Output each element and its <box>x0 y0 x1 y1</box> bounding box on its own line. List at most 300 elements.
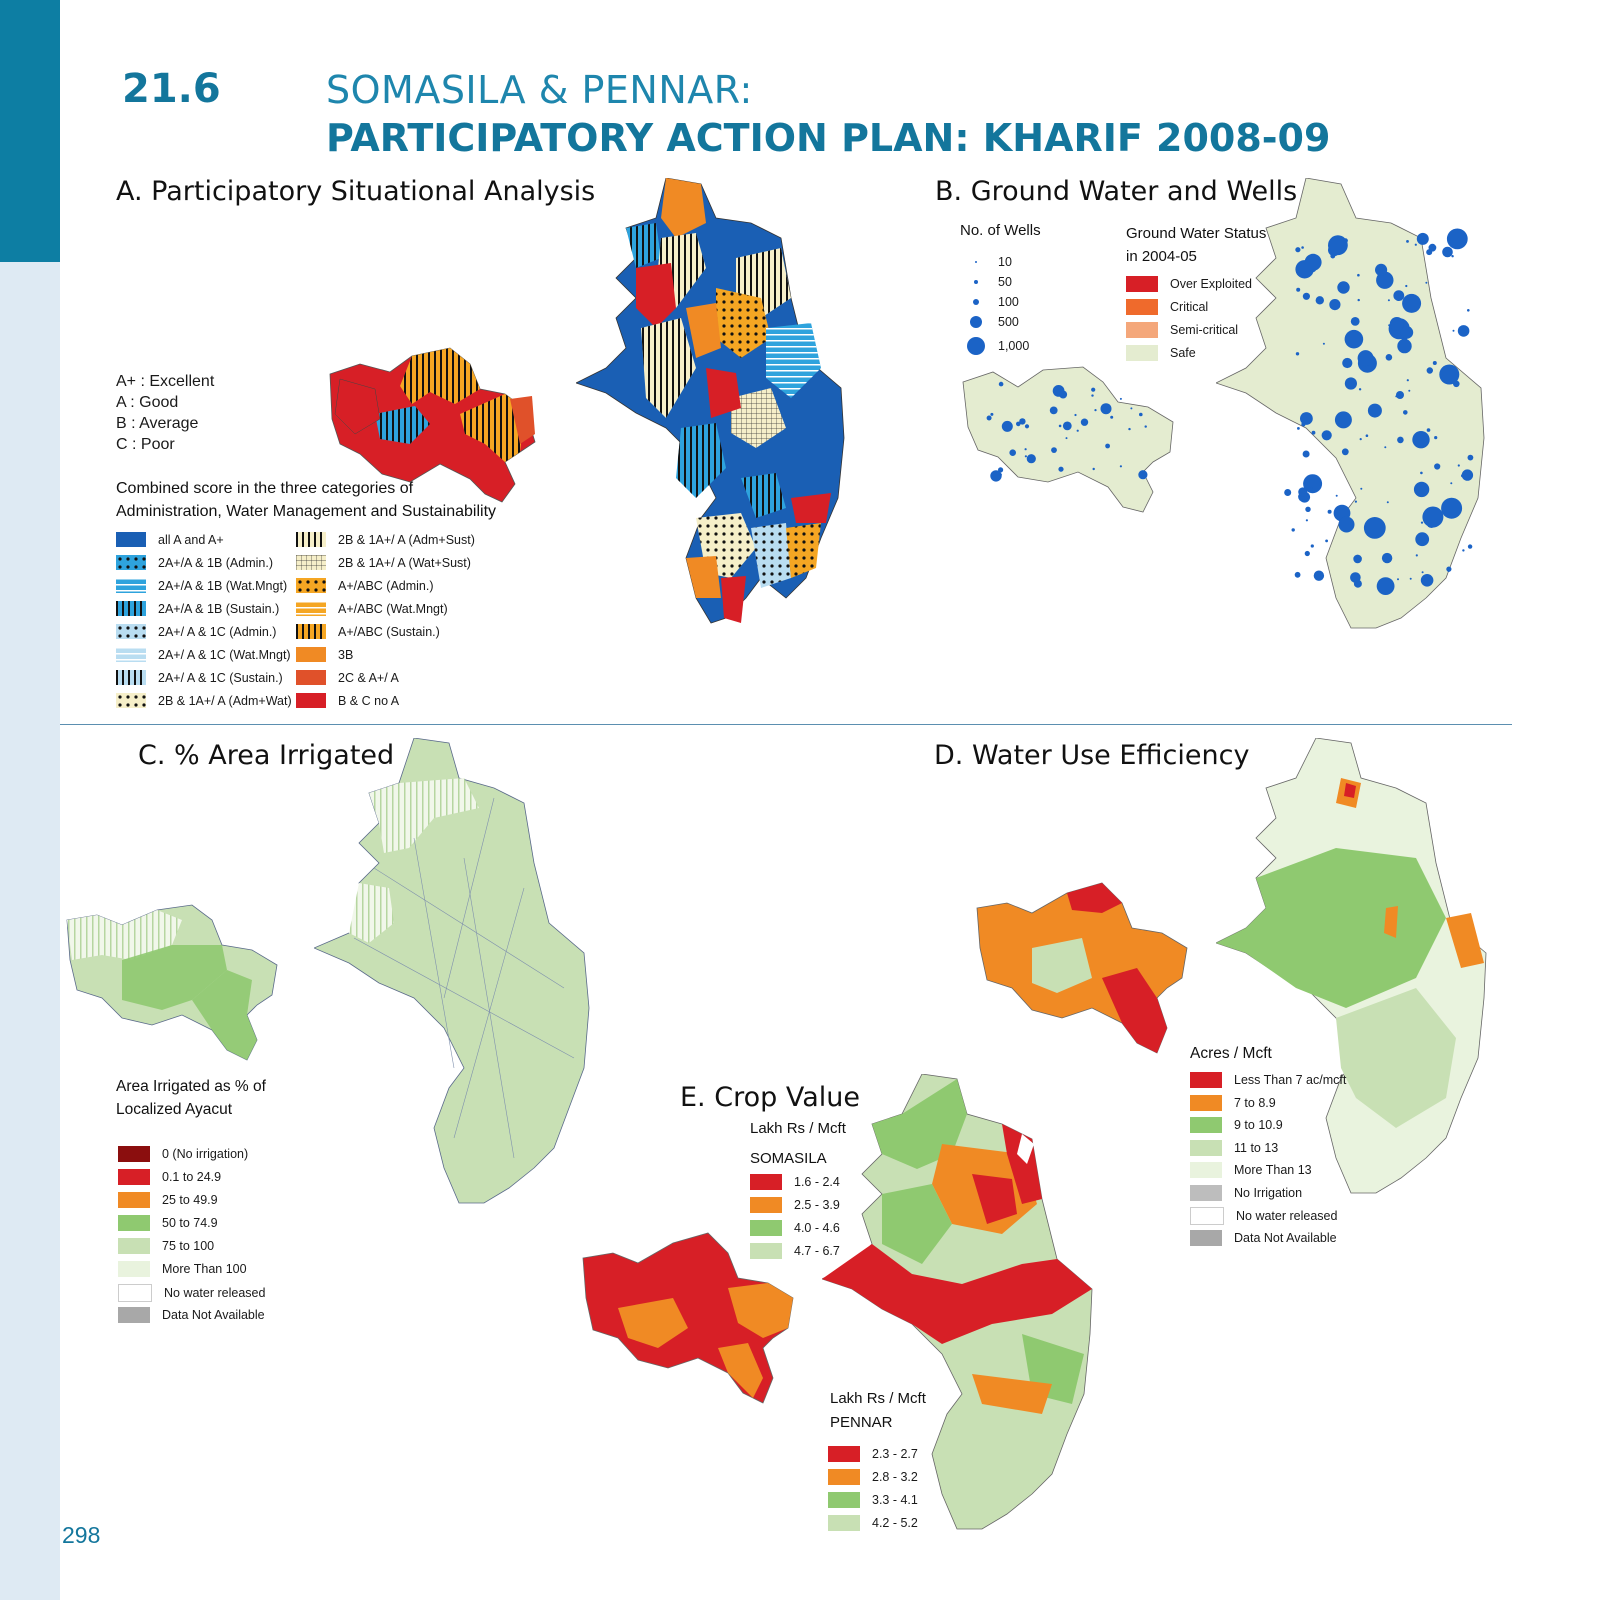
well-marker <box>1357 274 1360 277</box>
well-marker <box>1425 282 1427 284</box>
legend-label: Semi-critical <box>1170 323 1239 337</box>
well-marker <box>1316 296 1324 304</box>
well-marker <box>1405 285 1407 287</box>
legend-item <box>1126 299 1208 315</box>
legend-item <box>966 292 1019 312</box>
legend-swatch <box>1126 345 1158 361</box>
gw-status-heading-line: in 2004-05 <box>1126 248 1197 265</box>
legend-label: 2A+/ A & 1C (Admin.) <box>158 624 277 639</box>
well-marker <box>1339 517 1355 533</box>
legend-item <box>296 624 440 639</box>
well-marker <box>1303 451 1310 458</box>
well-marker <box>1415 244 1417 246</box>
well-marker <box>1375 264 1387 276</box>
legend-label: Less Than 7 ac/mcft <box>1234 1073 1347 1087</box>
well-marker <box>1295 572 1301 578</box>
well-marker <box>1343 238 1348 243</box>
legend-item <box>296 647 353 662</box>
legend-item <box>1190 1162 1312 1178</box>
well-marker <box>1296 288 1300 292</box>
legend-swatch <box>118 1215 150 1231</box>
well-marker <box>1427 428 1431 432</box>
legend-swatch <box>296 532 326 547</box>
well-marker <box>1396 391 1404 399</box>
legend-item <box>1190 1230 1337 1246</box>
well-marker <box>1139 413 1143 417</box>
well-marker <box>1458 464 1460 466</box>
well-marker <box>1051 447 1057 453</box>
page-title-line1: SOMASILA & PENNAR: <box>326 68 753 112</box>
sidebar-accent-bar <box>0 0 60 262</box>
well-marker <box>1410 578 1412 580</box>
legend-label: 2B & 1A+/ A (Wat+Sust) <box>338 555 471 570</box>
well-size-symbol <box>966 292 986 312</box>
legend-swatch <box>1126 299 1158 315</box>
legend-item <box>1190 1185 1302 1201</box>
well-marker <box>1408 390 1410 392</box>
legend-item <box>118 1215 218 1231</box>
grade-label: B : Average <box>116 415 199 432</box>
legend-item <box>966 272 1012 292</box>
legend-label: all A and A+ <box>158 532 224 547</box>
well-marker <box>1328 510 1332 514</box>
legend-label: 1,000 <box>998 339 1030 353</box>
legend-label: 50 <box>998 275 1012 289</box>
well-marker <box>990 470 1001 481</box>
legend-swatch <box>1190 1207 1224 1225</box>
legend-item <box>296 578 434 593</box>
legend-item <box>296 601 448 616</box>
panel-b-somasila-map <box>958 362 1178 522</box>
panel-a-title: A. Participatory Situational Analysis <box>116 176 596 207</box>
well-marker <box>1434 436 1437 439</box>
legend-swatch <box>116 693 146 708</box>
well-marker <box>1312 269 1315 272</box>
panel-a-pennar-map <box>576 178 866 648</box>
legend-label: 10 <box>998 255 1012 269</box>
well-marker <box>1412 431 1429 448</box>
legend-swatch <box>116 532 146 547</box>
legend-swatch <box>750 1174 782 1190</box>
legend-label: 4.0 - 4.6 <box>794 1221 840 1235</box>
well-marker <box>1387 501 1389 503</box>
legend-label: 2B & 1A+/ A (Adm+Sust) <box>338 532 475 547</box>
panel-c-somasila-map <box>62 900 282 1080</box>
legend-item <box>118 1192 218 1208</box>
well-marker <box>1448 570 1450 572</box>
well-marker <box>1439 365 1459 385</box>
well-marker <box>1019 418 1025 424</box>
well-size-symbol <box>966 312 986 332</box>
well-marker <box>1081 419 1088 426</box>
well-marker <box>1303 293 1310 300</box>
well-marker <box>1297 427 1300 430</box>
sidebar-margin <box>0 262 60 1600</box>
well-marker <box>1360 438 1362 440</box>
legend-swatch <box>116 624 146 639</box>
section-number: 21.6 <box>122 66 221 112</box>
legend-item <box>1190 1095 1276 1111</box>
pennar-heading: PENNAR <box>830 1414 893 1431</box>
well-size-symbol <box>966 272 986 292</box>
well-marker <box>987 416 992 421</box>
well-marker <box>1101 403 1112 414</box>
legend-swatch <box>828 1492 860 1508</box>
well-marker <box>1433 361 1437 365</box>
legend-item <box>296 532 475 547</box>
legend-item <box>116 555 273 570</box>
well-marker <box>1091 394 1093 396</box>
well-marker <box>1300 412 1313 425</box>
caption-line: Combined score in the three categories of <box>116 480 414 497</box>
well-marker <box>1422 507 1443 528</box>
legend-label: 2A+/ A & 1C (Sustain.) <box>158 670 283 685</box>
well-marker <box>990 413 993 416</box>
legend-label: 75 to 100 <box>162 1239 215 1253</box>
well-marker <box>1284 489 1291 496</box>
legend-swatch <box>1190 1095 1222 1111</box>
legend-label: Data Not Available <box>1234 1230 1337 1245</box>
well-marker <box>1462 469 1473 480</box>
well-marker <box>1407 379 1409 381</box>
well-marker <box>1311 544 1314 547</box>
legend-swatch <box>1190 1072 1222 1088</box>
well-marker <box>1415 532 1429 546</box>
legend-item <box>116 601 279 616</box>
well-marker <box>1351 317 1360 326</box>
well-marker <box>1397 578 1399 580</box>
legend-item <box>828 1492 918 1508</box>
legend-label: 0 (No irrigation) <box>162 1147 249 1161</box>
legend-label: 2A+/A & 1B (Wat.Mngt) <box>158 578 288 593</box>
well-marker <box>1059 425 1062 428</box>
legend-swatch <box>828 1515 860 1531</box>
well-marker <box>1417 233 1429 245</box>
legend-swatch <box>118 1192 150 1208</box>
well-marker <box>1323 343 1325 345</box>
well-marker <box>1305 507 1310 512</box>
well-marker <box>1414 482 1429 497</box>
well-marker <box>1145 425 1147 427</box>
legend-swatch <box>1190 1185 1222 1201</box>
well-marker <box>1059 391 1067 399</box>
legend-label: No water released <box>164 1286 266 1300</box>
legend-swatch <box>1126 322 1158 338</box>
legend-label: Data Not Available <box>162 1308 265 1322</box>
well-marker <box>1358 299 1360 301</box>
legend-label: 2B & 1A+/ A (Adm+Wat) <box>158 693 292 708</box>
well-marker <box>1066 437 1068 439</box>
well-marker <box>1138 470 1147 479</box>
well-marker <box>1382 553 1392 563</box>
legend-label: Over Exploited <box>1170 277 1252 291</box>
legend-swatch <box>750 1197 782 1213</box>
legend-swatch <box>116 578 146 593</box>
legend-item <box>828 1515 918 1531</box>
gw-status-heading-line: Ground Water Status <box>1126 225 1267 242</box>
legend-swatch <box>828 1469 860 1485</box>
well-marker <box>1027 454 1036 463</box>
well-marker <box>1441 498 1462 519</box>
well-marker <box>1130 407 1132 409</box>
well-marker <box>1328 235 1348 255</box>
legend-item <box>1190 1207 1337 1225</box>
pennar-unit: Lakh Rs / Mcft <box>830 1390 926 1407</box>
legend-label: 2.8 - 3.2 <box>872 1470 918 1484</box>
legend-item <box>116 647 291 662</box>
well-marker <box>1442 247 1453 258</box>
legend-item <box>118 1169 221 1185</box>
well-marker <box>1110 416 1113 419</box>
wells-legend-heading: No. of Wells <box>960 222 1041 239</box>
panel-c-legend-heading <box>116 1075 266 1121</box>
legend-label: 7 to 8.9 <box>1234 1095 1276 1110</box>
well-marker <box>1335 411 1352 428</box>
legend-item <box>116 532 224 547</box>
somasila-unit: Lakh Rs / Mcft <box>750 1120 846 1137</box>
legend-label: 50 to 74.9 <box>162 1216 218 1230</box>
legend-item <box>116 693 292 708</box>
well-marker <box>1342 358 1352 368</box>
grade-label: C : Poor <box>116 436 175 453</box>
legend-item <box>828 1469 918 1485</box>
well-marker <box>1366 434 1369 437</box>
well-marker <box>1429 244 1437 252</box>
well-marker <box>1421 522 1423 524</box>
well-marker <box>1077 430 1079 432</box>
legend-item <box>1190 1072 1346 1088</box>
well-marker <box>1458 325 1470 337</box>
legend-label: A+/ABC (Sustain.) <box>338 624 440 639</box>
legend-label: 2.3 - 2.7 <box>872 1447 918 1461</box>
panel-e-title: E. Crop Value <box>680 1082 860 1113</box>
legend-swatch <box>118 1261 150 1277</box>
well-marker <box>1462 549 1464 551</box>
well-marker <box>1002 421 1013 432</box>
well-marker <box>1421 574 1434 587</box>
caption-line: Administration, Water Management and Sustainability <box>116 503 497 520</box>
well-marker <box>1120 398 1122 400</box>
panel-c-title: C. % Area Irrigated <box>138 740 395 771</box>
grade-label: A+ : Excellent <box>116 373 215 390</box>
legend-label: 4.2 - 5.2 <box>872 1516 918 1530</box>
well-size-symbol <box>966 336 986 356</box>
legend-label: 2A+/A & 1B (Sustain.) <box>158 601 280 616</box>
legend-swatch <box>296 601 326 616</box>
well-marker <box>1329 299 1340 310</box>
panel-a-somasila-map <box>320 334 540 520</box>
legend-label: No water released <box>1236 1209 1338 1223</box>
legend-swatch <box>296 624 326 639</box>
legend-swatch <box>1126 276 1158 292</box>
well-marker <box>1353 555 1362 564</box>
well-marker <box>1094 409 1096 411</box>
well-marker <box>1305 254 1322 271</box>
legend-swatch <box>828 1446 860 1462</box>
legend-item <box>118 1307 265 1323</box>
legend-label: 3B <box>338 647 354 662</box>
well-marker <box>1397 339 1411 353</box>
well-marker <box>1386 354 1393 361</box>
legend-item <box>118 1261 247 1277</box>
legend-label: A+/ABC (Admin.) <box>338 578 434 593</box>
well-marker <box>1292 528 1295 531</box>
legend-swatch <box>118 1284 152 1302</box>
legend-label: More Than 13 <box>1234 1163 1312 1177</box>
panel-b-title: B. Ground Water and Wells <box>935 176 1298 207</box>
well-marker <box>1377 577 1395 595</box>
legend-item <box>296 670 399 685</box>
well-marker <box>1345 377 1357 389</box>
well-marker <box>1358 350 1374 366</box>
well-marker <box>1468 544 1472 548</box>
legend-label: More Than 100 <box>162 1262 247 1276</box>
legend-swatch <box>1190 1140 1222 1156</box>
well-marker <box>1342 448 1349 455</box>
panel-d-somasila-map <box>972 878 1192 1078</box>
well-marker <box>1427 367 1433 373</box>
well-marker <box>1325 540 1328 543</box>
legend-item <box>966 252 1012 272</box>
well-marker <box>1393 290 1404 301</box>
legend-swatch <box>1190 1117 1222 1133</box>
legend-label: 4.7 - 6.7 <box>794 1244 840 1258</box>
legend-label: 0.1 to 24.9 <box>162 1170 222 1184</box>
well-marker <box>1025 448 1027 450</box>
legend-item <box>116 578 287 593</box>
legend-label: 25 to 49.9 <box>162 1193 218 1207</box>
somasila-heading: SOMASILA <box>750 1150 827 1167</box>
legend-swatch <box>296 693 326 708</box>
legend-swatch <box>116 647 146 662</box>
legend-label: 2.5 - 3.9 <box>794 1198 840 1212</box>
legend-swatch <box>296 555 326 570</box>
legend-item <box>966 312 1019 332</box>
legend-label: B & C no A <box>338 693 400 708</box>
well-marker <box>1025 424 1029 428</box>
well-marker <box>1451 255 1453 257</box>
well-marker <box>1296 352 1299 355</box>
legend-item <box>116 670 283 685</box>
section-divider <box>60 724 1512 725</box>
well-marker <box>1105 444 1110 449</box>
well-marker <box>1120 465 1122 467</box>
legend-item <box>296 693 399 708</box>
panel-b-pennar-map <box>1216 178 1506 648</box>
well-marker <box>1447 229 1468 250</box>
legend-item <box>1190 1140 1278 1156</box>
well-marker <box>1314 571 1324 581</box>
legend-item <box>1190 1117 1283 1133</box>
well-marker <box>1050 407 1058 415</box>
legend-swatch <box>118 1307 150 1323</box>
panel-d-title: D. Water Use Efficiency <box>934 740 1250 771</box>
well-marker <box>1311 487 1313 489</box>
legend-swatch <box>1190 1162 1222 1178</box>
legend-swatch <box>296 670 326 685</box>
well-marker <box>1322 430 1332 440</box>
well-marker <box>1355 501 1357 503</box>
legend-label: 2A+/A & 1B (Admin.) <box>158 555 273 570</box>
well-marker <box>1364 517 1386 539</box>
legend-label: Critical <box>1170 300 1209 314</box>
legend-item <box>118 1146 248 1162</box>
legend-item <box>828 1446 918 1462</box>
legend-heading-line: Localized Ayacut <box>116 1101 233 1118</box>
legend-item <box>118 1284 265 1302</box>
well-marker <box>1128 428 1130 430</box>
legend-label: 2C & A+/ A <box>338 670 399 685</box>
well-marker <box>1397 437 1404 444</box>
legend-label: 100 <box>998 295 1019 309</box>
well-marker <box>1350 572 1361 583</box>
legend-heading-line: Area Irrigated as % of <box>116 1078 266 1095</box>
well-size-symbol <box>966 252 986 272</box>
legend-label: A+/ABC (Wat.Mngt) <box>338 601 448 616</box>
legend-label: Safe <box>1170 346 1196 360</box>
well-marker <box>1390 317 1404 331</box>
legend-item <box>296 555 471 570</box>
legend-item <box>116 624 276 639</box>
legend-swatch <box>116 601 146 616</box>
well-marker <box>1091 388 1095 392</box>
well-marker <box>1025 455 1027 457</box>
well-marker <box>1306 519 1308 521</box>
well-marker <box>1368 404 1382 418</box>
well-marker <box>1453 330 1455 332</box>
panel-e-somasila-map <box>578 1228 798 1418</box>
legend-label: 500 <box>998 315 1019 329</box>
panel-d-legend-heading: Acres / Mcft <box>1190 1045 1272 1062</box>
well-marker <box>1305 551 1310 556</box>
panel-d-pennar-map <box>1216 738 1506 1208</box>
page-number: 298 <box>62 1522 101 1548</box>
legend-label: No Irrigation <box>1234 1185 1303 1200</box>
well-marker <box>999 382 1004 387</box>
legend-swatch <box>116 555 146 570</box>
well-marker <box>1467 309 1470 312</box>
well-marker <box>1420 472 1423 475</box>
grade-label: A : Good <box>116 394 179 411</box>
well-marker <box>1402 294 1421 313</box>
well-marker <box>1468 455 1474 461</box>
well-marker <box>1422 571 1424 573</box>
well-marker <box>1298 487 1307 496</box>
well-marker <box>1295 247 1300 252</box>
well-marker <box>1058 467 1063 472</box>
legend-label: 1.6 - 2.4 <box>794 1175 840 1189</box>
legend-swatch <box>1190 1230 1222 1246</box>
well-marker <box>1301 246 1304 249</box>
well-marker <box>1388 299 1390 301</box>
legend-item <box>118 1238 214 1254</box>
legend-label: 11 to 13 <box>1234 1140 1279 1155</box>
panel-c-pennar-map <box>314 738 604 1218</box>
legend-label: 3.3 - 4.1 <box>872 1493 918 1507</box>
well-marker <box>1406 240 1409 243</box>
legend-swatch <box>118 1146 150 1162</box>
well-marker <box>1434 463 1440 469</box>
legend-label: 2A+/ A & 1C (Wat.Mngt) <box>158 647 291 662</box>
well-marker <box>1403 410 1408 415</box>
well-marker <box>1384 446 1386 448</box>
well-marker <box>1074 414 1076 416</box>
well-marker <box>1312 431 1316 435</box>
well-marker <box>1009 449 1016 456</box>
legend-label: 9 to 10.9 <box>1234 1118 1283 1132</box>
well-marker <box>1360 488 1362 490</box>
legend-swatch <box>296 578 326 593</box>
